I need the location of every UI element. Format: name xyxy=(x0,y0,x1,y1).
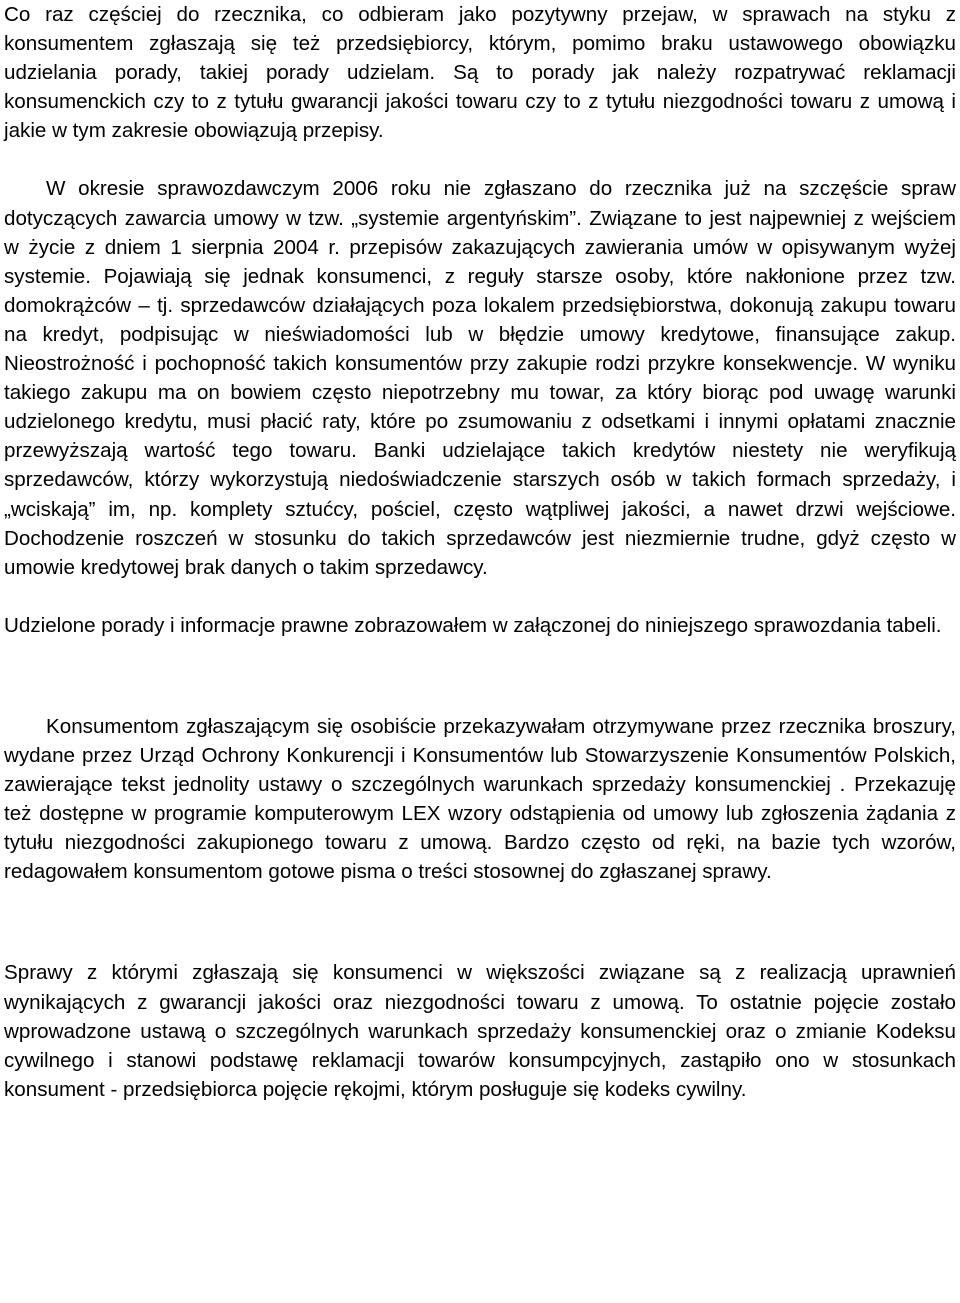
document-page xyxy=(4,0,956,1104)
paragraph-5: Sprawy z którymi zgłaszają się konsumenci w większości związane są z realizacją uprawnień wynikających z gwarancji jakości oraz niezgodności towaru z umową. To ostatnie pojęcie zostało wprowadzone ustawą o szczególnych warunkach sprzedaży konsumenckiej oraz o zmianie Kodeksu cywilnego i stanowi podstawę reklamacji towarów konsumpcyjnych, zastąpiło ono w stosunkach konsument - przedsiębiorca pojęcie rękojmi, którym posługuje się kodeks cywilny. xyxy=(4,961,956,1101)
paragraph-1: Co raz częściej do rzecznika, co odbieram jako pozytywny przejaw, w sprawach na styku z konsumentem zgłaszają się też przedsiębiorcy, którym, pomimo braku ustawowego obowiązku udzielania porady, takiej porady udzielam. Są to porady jak należy rozpatrywać reklamacji konsumenckich czy to z tytułu gwarancji jakości towaru czy to z tytułu niezgodności towaru z umową i jakie w tym zakresie obowiązują przepisy. xyxy=(4,3,956,143)
paragraph-2: W okresie sprawozdawczym 2006 roku nie zgłaszano do rzecznika już na szczęście spraw dotyczących zawarcia umowy w tzw. „systemie argentyńskim”. Związane to jest najpewniej z wejściem w życie z dniem 1 sierpnia 2004 r. przepisów zakazujących zawierania umów w opisywanym wyżej systemie. Pojawiają się jednak konsumenci, z reguły starsze osoby, które nakłonione przez tzw. domokrążców – tj. sprzedawców działających poza lokalem przedsiębiorstwa, dokonują zakupu towaru na kredyt, podpisując w nieświadomości lub w błędzie umowy kredytowe, finansujące zakup. Nieostrożność i pochopność takich konsumentów przy zakupie rodzi przykre konsekwencje. W wyniku takiego zakupu ma on bowiem często niepotrzebny mu towar, za który biorąc pod uwagę warunki udzielonego kredytu, musi płacić raty, które po zsumowaniu z odsetkami i innymi opłatami znacznie przewyższają wartość tego towaru. Banki udzielające takich kredytów niestety nie weryfikują sprzedawców, którzy wykorzystują niedoświadczenie starszych osób w takich formach sprzedaży, i „wciskają” im, np. komplety sztućcy, pościel, często wątpliwej jakości, a nawet drzwi wejściowe. Dochodzenie roszczeń w stosunku do takich sprzedawców jest niezmiernie trudne, gdyż często w umowie kredytowej brak danych o takim sprzedawcy. xyxy=(4,177,956,579)
paragraph-3: Udzielone porady i informacje prawne zobrazowałem w załączonej do niniejszego sprawozdania tabeli. xyxy=(4,613,942,637)
paragraph-4: Konsumentom zgłaszającym się osobiście przekazywałam otrzymywane przez rzecznika broszury, wydane przez Urząd Ochrony Konkurencji i Konsumentów lub Stowarzyszenie Konsumentów Polskich, zawierające tekst jednolity ustawy o szczególnych warunkach sprzedaży konsumenckiej . Przekazuję też dostępne w programie komputerowym LEX wzory odstąpienia od umowy lub zgłoszenia żądania z tytułu niezgodności zakupionego towaru z umową. Bardzo często od ręki, na bazie tych wzorów, redagowałem konsumentom gotowe pisma o treści stosownej do zgłaszanej sprawy. xyxy=(4,714,956,884)
